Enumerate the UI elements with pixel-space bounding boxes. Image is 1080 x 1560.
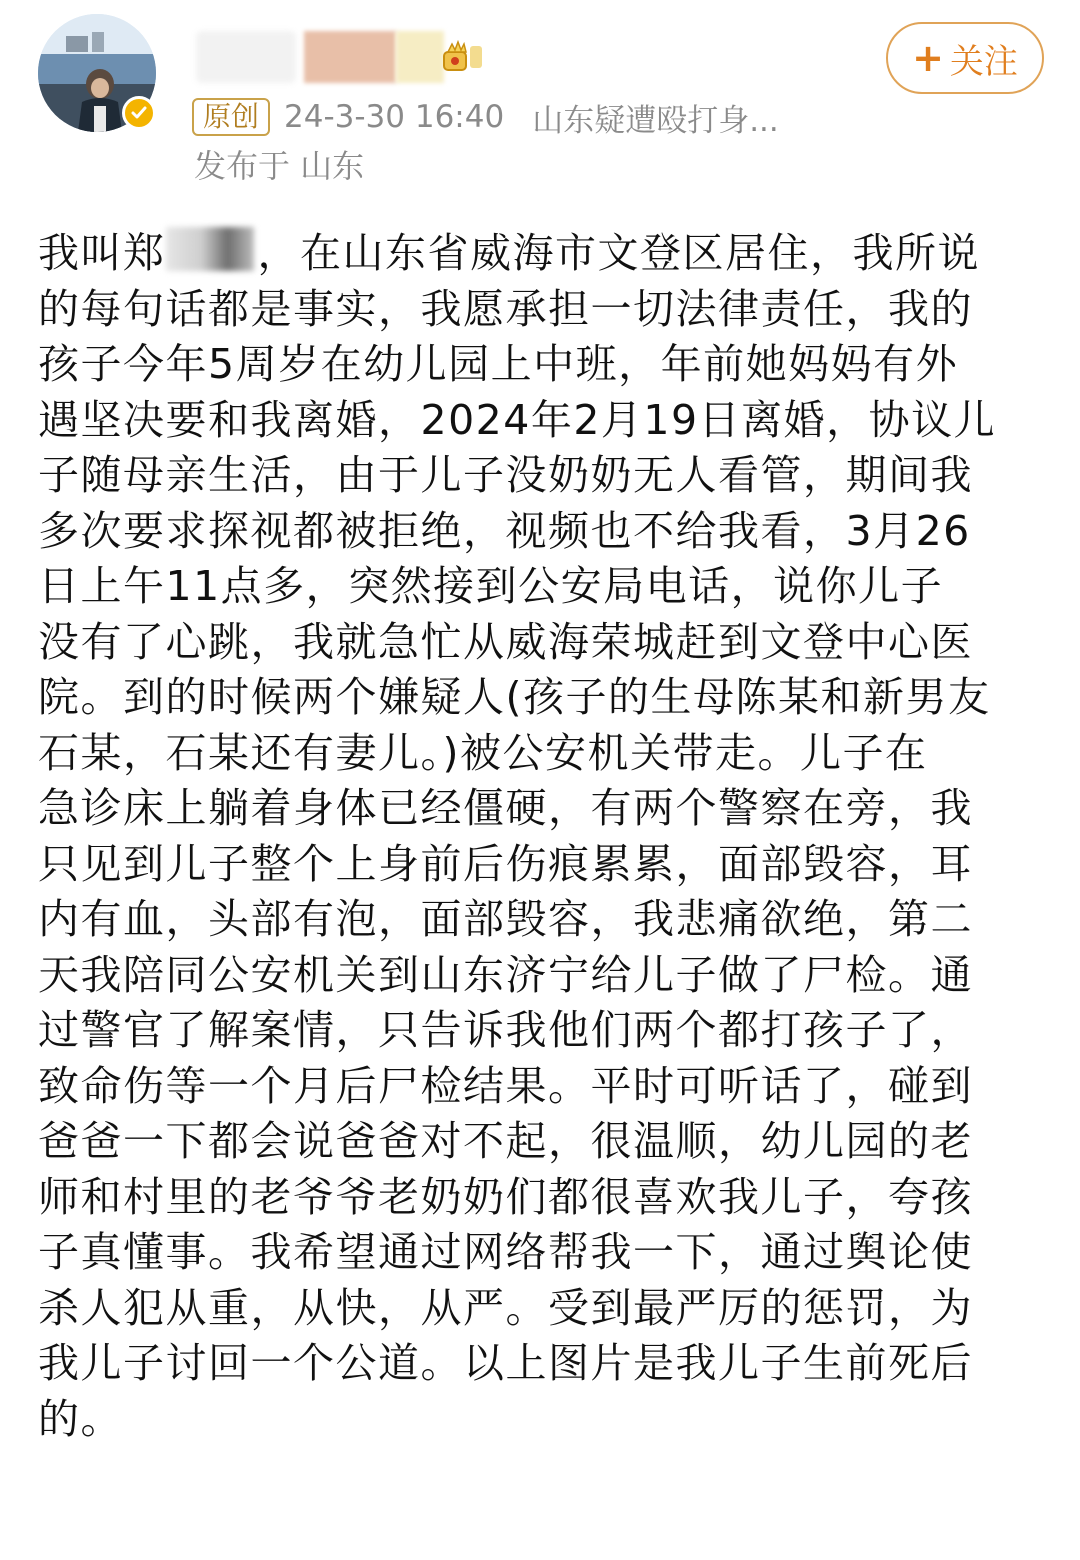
original-tag: 原创 — [192, 98, 270, 136]
post-line: 过警官了解案情，只告诉我他们两个都打孩子了， — [38, 1006, 973, 1054]
post-line: 的每句话都是事实，我愿承担一切法律责任，我的 — [38, 284, 973, 333]
post-line: 我儿子讨回一个公道。以上图片是我儿子生前死后 — [38, 1339, 973, 1387]
post-source[interactable]: 山东疑遭殴打身... — [532, 102, 779, 139]
post-line: 内有血，头部有泡，面部毁容，我悲痛欲绝，第二 — [38, 895, 973, 943]
name-redaction — [166, 227, 254, 271]
post-line: 多次要求探视都被拒绝，视频也不给我看，3月26 — [38, 506, 971, 555]
vip-crown-icon — [440, 38, 486, 72]
author-avatar[interactable] — [38, 14, 156, 132]
post-text-segment: ，在山东省威海市文登区居住，我所说 — [257, 229, 980, 277]
post-line: 子随母亲生活，由于儿子没奶奶无人看管，期间我 — [38, 451, 973, 499]
post-line — [38, 226, 1042, 282]
post-location: 发布于 山东 — [194, 147, 365, 185]
post-line: 杀人犯从重，从快，从严。受到最严厉的惩罚，为 — [38, 1283, 973, 1332]
author-name-redacted[interactable] — [196, 28, 444, 86]
post-line: 爸爸一下都会说爸爸对不起，很温顺，幼儿园的老 — [38, 1117, 973, 1165]
post-line: 师和村里的老爷爷老奶奶们都很喜欢我儿子，夸孩 — [38, 1172, 973, 1221]
post-line: 的。 — [38, 1394, 123, 1443]
plus-icon: + — [912, 36, 944, 80]
post-line: 致命伤等一个月后尸检结果。平时可听话了，碰到 — [38, 1061, 973, 1110]
follow-label: 关注 — [949, 41, 1018, 82]
post-line: 只见到儿子整个上身前后伤痕累累，面部毁容，耳 — [38, 839, 973, 888]
verified-badge-icon — [122, 96, 156, 130]
post-time: 24-3-30 16:40 — [284, 99, 505, 135]
post-line: 天我陪同公安机关到山东济宁给儿子做了尸检。通 — [38, 950, 973, 999]
post-meta — [192, 96, 779, 138]
post-line: 日上午11点多，突然接到公安局电话，说你儿子 — [38, 562, 944, 610]
post-text-segment: 我叫郑 — [38, 229, 166, 277]
post-line: 石某，石某还有妻儿。)被公安机关带走。儿子在 — [38, 728, 928, 777]
post-body — [38, 226, 1042, 1447]
post-line: 院。到的时候两个嫌疑人(孩子的生母陈某和新男友 — [38, 673, 991, 721]
post-line: 子真懂事。我希望通过网络帮我一下，通过舆论使 — [38, 1228, 973, 1276]
post-line: 急诊床上躺着身体已经僵硬，有两个警察在旁，我 — [38, 784, 973, 832]
follow-button[interactable] — [886, 22, 1044, 94]
post-line: 没有了心跳，我就急忙从威海荣城赶到文登中心医 — [38, 617, 973, 666]
post-line: 遇坚决要和我离婚，2024年2月19日离婚，协议儿 — [38, 395, 997, 444]
post-line: 孩子今年5周岁在幼儿园上中班，年前她妈妈有外 — [38, 340, 959, 388]
